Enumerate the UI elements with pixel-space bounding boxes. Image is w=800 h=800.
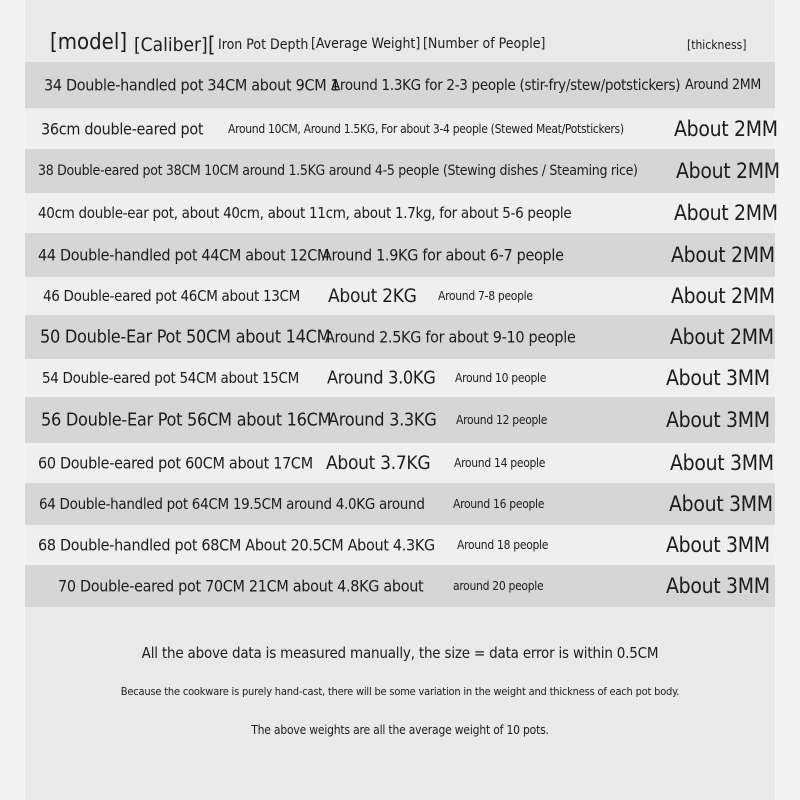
table-row bbox=[25, 109, 778, 149]
row-model-text: 40cm double-ear pot, about 40cm, about 11cm, about 1.7kg, for about 5-6 people bbox=[38, 204, 572, 222]
header-caliber: [Caliber] bbox=[134, 34, 208, 56]
row-thickness-text: About 3MM bbox=[666, 533, 770, 557]
row-thickness-text: About 3MM bbox=[666, 408, 770, 432]
note-measurement: All the above data is measured manually, the size = data error is within 0.5CM bbox=[141, 644, 659, 662]
row-model-text: 64 Double-handled pot 64CM 19.5CM around 4.0KG around bbox=[39, 495, 425, 513]
note-average-weight: The above weights are all the average weight of 10 pots. bbox=[251, 723, 549, 737]
row-weight-text: Around 1.3KG for 2-3 people (stir-fry/stew/potstickers) bbox=[331, 76, 681, 94]
table-row bbox=[25, 443, 775, 483]
table-row bbox=[25, 149, 780, 193]
row-weight-text: About 2KG bbox=[328, 285, 417, 307]
row-model-text: 60 Double-eared pot 60CM about 17CM bbox=[38, 453, 313, 473]
row-people-text: Around 18 people bbox=[457, 538, 549, 552]
row-weight-text: Around 3.0KG bbox=[327, 367, 436, 389]
row-thickness-text: About 3MM bbox=[666, 574, 770, 598]
row-thickness-text: About 2MM bbox=[670, 325, 774, 349]
header-people: [Number of People] bbox=[423, 36, 546, 52]
row-people-text: Around 12 people bbox=[456, 413, 548, 427]
table-row bbox=[25, 277, 775, 315]
row-people-text: Around 16 people bbox=[453, 497, 545, 511]
table-row bbox=[25, 565, 775, 607]
header-bracket: [ bbox=[208, 33, 216, 57]
row-thickness-text: About 2MM bbox=[674, 201, 778, 225]
row-thickness-text: About 3MM bbox=[670, 451, 774, 475]
row-people-text: Around 7-8 people bbox=[438, 289, 533, 303]
row-people-text: around 20 people bbox=[453, 579, 544, 593]
row-thickness-text: About 2MM bbox=[671, 284, 775, 308]
table-row bbox=[25, 233, 775, 277]
row-people-text: Around 14 people bbox=[454, 456, 546, 470]
table-row bbox=[25, 315, 775, 359]
table-row bbox=[25, 397, 775, 443]
header-weight: [Average Weight] bbox=[311, 36, 421, 52]
row-model-text: 46 Double-eared pot 46CM about 13CM bbox=[43, 287, 300, 305]
row-thickness-text: About 2MM bbox=[671, 243, 775, 267]
table-row bbox=[25, 483, 775, 525]
row-model-text: 56 Double-Ear Pot 56CM about 16CM bbox=[41, 409, 332, 431]
table-header bbox=[0, 0, 800, 60]
row-model-text: 34 Double-handled pot 34CM about 9CM 1 bbox=[44, 75, 340, 95]
row-weight-text: Around 1.9KG for about 6-7 people bbox=[322, 245, 564, 265]
header-depth: Iron Pot Depth bbox=[218, 37, 309, 53]
row-thickness-text: About 2MM bbox=[674, 117, 778, 141]
row-model-text: 68 Double-handled pot 68CM About 20.5CM About 4.3KG bbox=[38, 535, 435, 555]
header-model: [model] bbox=[50, 30, 128, 55]
row-model-text: 36cm double-eared pot bbox=[41, 119, 204, 139]
row-thickness-text: About 3MM bbox=[669, 492, 773, 516]
note-hand-cast: Because the cookware is purely hand-cast, there will be some variation in the weight and thickness of each pot body. bbox=[120, 685, 680, 698]
table-row bbox=[25, 193, 778, 233]
header-thickness: [thickness] bbox=[687, 38, 747, 52]
row-weight-text: About 3.7KG bbox=[326, 452, 431, 474]
table-row bbox=[25, 359, 775, 397]
row-model-text: 50 Double-Ear Pot 50CM about 14CM bbox=[40, 326, 331, 348]
row-thickness-text: About 2MM bbox=[676, 159, 780, 183]
row-weight-text: Around 10CM, Around 1.5KG, For about 3-4 people (Stewed Meat/Potstickers) bbox=[228, 122, 624, 136]
row-weight-text: Around 2.5KG for about 9-10 people bbox=[325, 327, 576, 347]
row-people-text: Around 10 people bbox=[455, 371, 547, 385]
table-row bbox=[25, 525, 775, 565]
row-thickness-text: About 3MM bbox=[666, 366, 770, 390]
row-weight-text: Around 3.3KG bbox=[328, 409, 437, 431]
row-model-text: 44 Double-handled pot 44CM about 12CM bbox=[38, 245, 330, 265]
row-model-text: 54 Double-eared pot 54CM about 15CM bbox=[42, 369, 299, 387]
row-thickness-text: Around 2MM bbox=[685, 77, 761, 93]
table-row bbox=[25, 62, 775, 108]
row-model-text: 70 Double-eared pot 70CM 21CM about 4.8KG about bbox=[58, 576, 424, 596]
row-model-text: 38 Double-eared pot 38CM 10CM around 1.5KG around 4-5 people (Stewing dishes / Steaming rice) bbox=[38, 163, 638, 179]
